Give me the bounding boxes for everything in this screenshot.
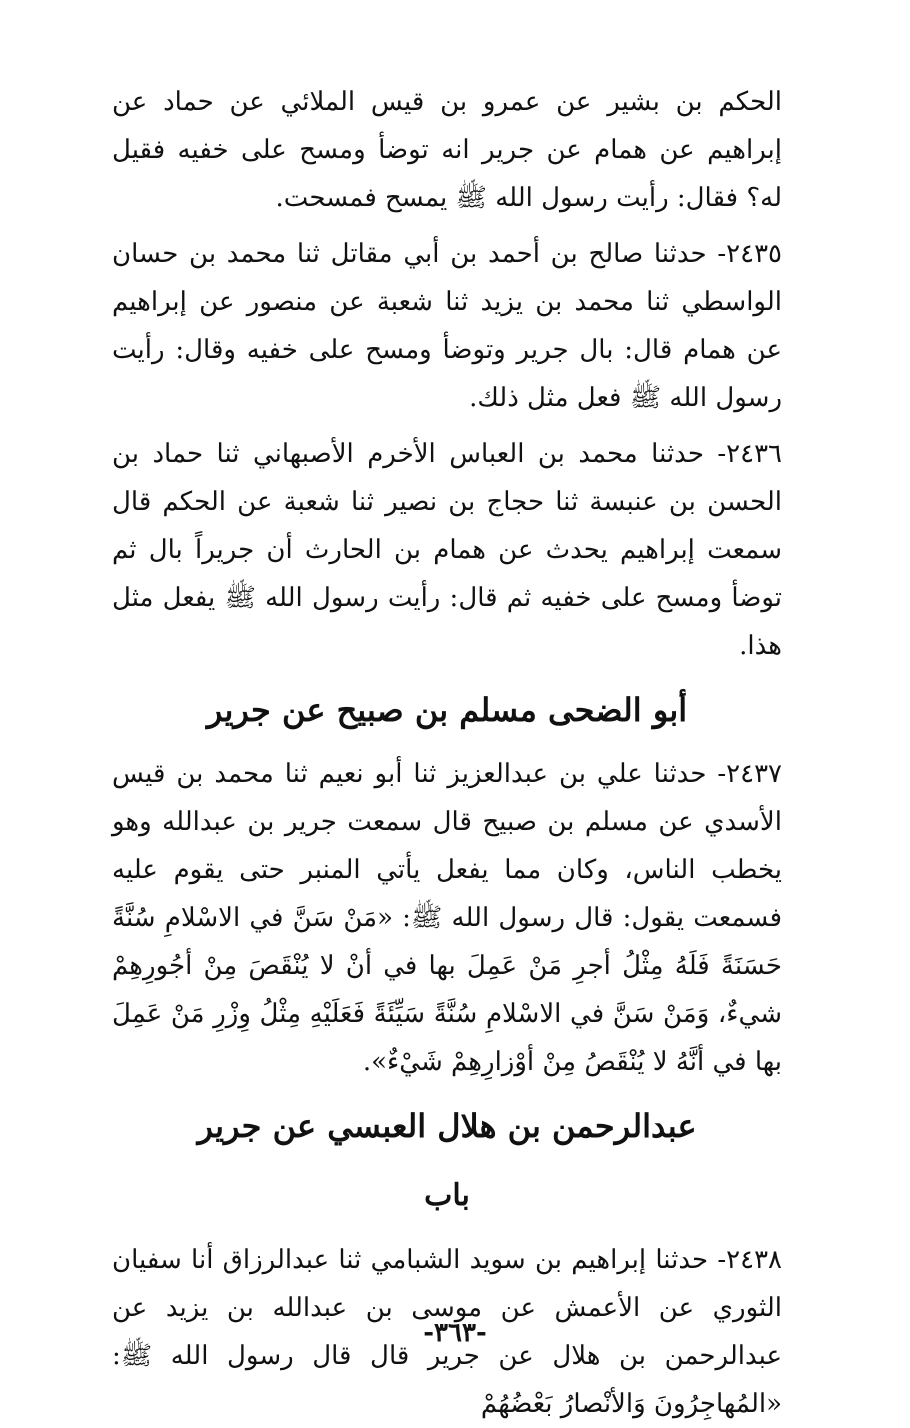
section-heading-abu-duha: أبو الضحى مسلم بن صبيح عن جرير [206,691,688,729]
hadith-paragraph-2436: ٢٤٣٦- حدثنا محمد بن العباس الأخرم الأصبهاني ثنا حماد بن الحسن بن عنبسة ثنا حجاج بن نصير ثنا شعبة عن الحكم قال سمعت إبراهيم يحدث عن همام بن الحارث أن جريراً بال ثم توضأ ومسح على خفيه ثم قال: رأيت رسول الله ﷺ يفعل مثل هذا. [112,439,782,661]
hadith-paragraph-2438: ٢٤٣٨- حدثنا إبراهيم بن سويد الشبامي ثنا عبدالرزاق أنا سفيان الثوري عن الأعمش عن موسى بن عبدالله بن يزيد عن عبدالرحمن بن هلال عن جرير قال قال رسول الله ﷺ: «المُهاجِرُونَ وَالأنْصارُ بَعْضُهُمْ [112,1245,782,1419]
hadith-paragraph-continuation: الحكم بن بشير عن عمرو بن قيس الملائي عن حماد عن إبراهيم عن همام عن جرير انه توضأ ومسح على خفيه فقيل له؟ فقال: رأيت رسول الله ﷺ يمسح فمسحت. [112,87,782,213]
page-number: -٣٦٣- [423,1318,487,1342]
hadith-paragraph-2437: ٢٤٣٧- حدثنا علي بن عبدالعزيز ثنا أبو نعيم ثنا محمد بن قيس الأسدي عن مسلم بن صبيح قال سمعت جرير بن عبدالله وهو يخطب الناس، وكان مما يفعل يأتي المنبر حتى يقوم عليه فسمعت يقول: قال رسول الله ﷺ: «مَنْ سَنَّ في الاسْلامِ سُنَّةً حَسَنَةً فَلَهُ مِثْلُ أجرِ مَنْ عَمِلَ بها في أنْ لا يُنْقَصَ مِنْ أجُورِهِمْ شيءٌ، وَمَنْ سَنَّ في الاسْلامِ سُنَّةً سَيِّئَةً فَعَلَيْهِ مِثْلُ وِزْرِ مَنْ عَمِلَ بها في أنَّهُ لا يُنْقَصُ مِنْ أوْزارِهِمْ شَيْءٌ». [112,759,782,1077]
section-heading-bab: باب [424,1178,470,1213]
section-heading-abdulrahman: عبدالرحمن بن هلال العبسي عن جرير [197,1107,697,1145]
hadith-paragraph-2435: ٢٤٣٥- حدثنا صالح بن أحمد بن أبي مقاتل ثنا محمد بن حسان الواسطي ثنا محمد بن يزيد ثنا شعبة عن منصور عن إبراهيم عن همام قال: بال جرير وتوضأ ومسح على خفيه وقال: رأيت رسول الله ﷺ فعل مثل ذلك. [112,239,782,413]
